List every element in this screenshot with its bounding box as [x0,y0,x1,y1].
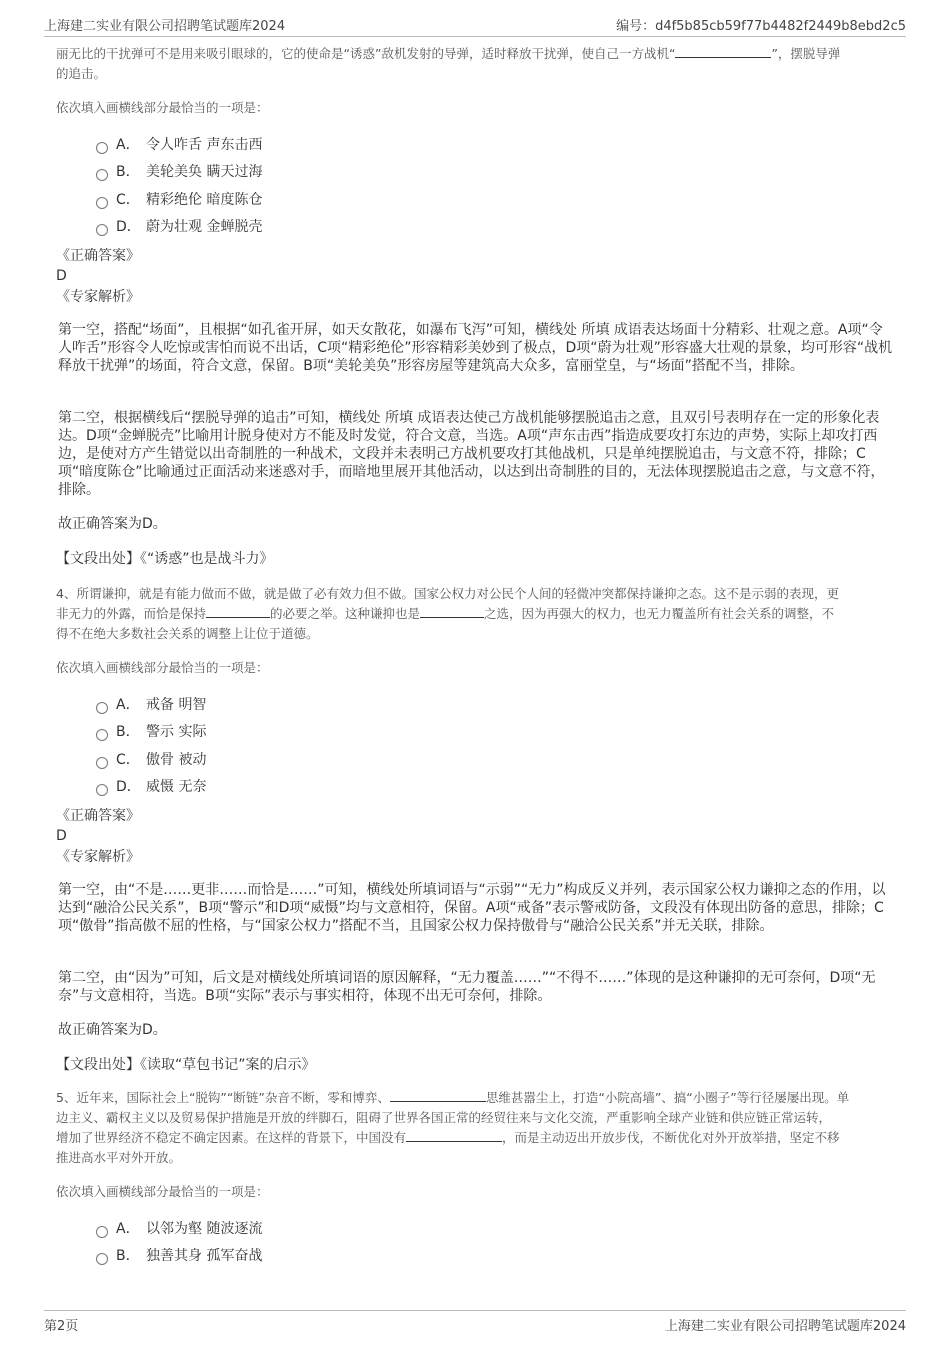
q5-blank-1 [390,1089,486,1102]
q4-analysis-para2: 第二空，由“因为”可知，后文是对横线处所填词语的原因解释，“无力覆盖……”“不得不……”体现的是这种谦抑的无可奈何，D项“无奈”与文意相符，当选。B项“实际”表示与事实相符，体现不出无可奈何，排除。 [58,970,876,1004]
page-header [44,12,906,37]
q4-analysis-label: 《专家解析》 [56,849,140,865]
q4-source: 【文段出处】《读取“草包书记”案的启示》 [56,1057,316,1073]
radio-icon[interactable] [96,757,108,769]
q3-answer: D [56,268,67,284]
q4-stem: 4、所谓谦抑，就是有能力做而不做，就是做了必有效力但不做。国家公权力对公民个人间的轻微冲突都保持谦抑之态。这不是示弱的表现，更 非无力的外露，而恰是保持 的必要之举。这种谦抑也是 之选，因为再强大的权力，也无力覆盖所有社会关系的调整，不 得不在绝大多数社会关系的调整上让位于道德。 [56,586,839,641]
q5-option-b[interactable]: B． 独善其身 孤军奋战 [96,1244,262,1268]
q3-option-b[interactable]: B． 美轮美奂 瞒天过海 [96,160,262,184]
q3-conclusion: 故正确答案为D。 [58,516,167,532]
radio-icon[interactable] [96,1253,108,1265]
q4-prompt: 依次填入画横线部分最恰当的一项是： [56,660,269,675]
radio-icon[interactable] [96,729,108,741]
page-footer [44,1310,906,1335]
q4-option-c[interactable]: C． 傲骨 被动 [96,748,206,772]
q3-prompt: 依次填入画横线部分最恰当的一项是： [56,100,269,115]
header-title: 上海建二实业有限公司招聘笔试题库2024 [44,19,286,34]
q3-analysis-para1: 第一空，搭配“场面”，且根据“如孔雀开屏，如天女散花，如瀑布飞泻”可知，横线处 所填 成语表达场面十分精彩、壮观之意。A项“令人咋舌”形容令人吃惊或害怕而说不出话，C项“精彩绝伦”形容精彩美妙到了极点，D项“蔚为壮观”形容盛大壮观的景象，均可形容“战机释放干扰弹”的场面，符合文意，保留。B项“美轮美奂”形容房屋等建筑高大众多，富丽堂皇，与“场面”搭配不当，排除。 [58,322,893,374]
q3-source: 【文段出处】《“诱惑”也是战斗力》 [56,551,274,567]
header-serial: 编号：d4f5b85cb59f77b4482f2449b8ebd2c5 [616,19,906,34]
q3-analysis-para2: 第二空，根据横线后“摆脱导弹的追击”可知，横线处 所填 成语表达使己方战机能够摆脱追击之意，且双引号表明存在一定的形象化表达。D项“金蝉脱壳”比喻用计脱身使对方不能及时发觉，符合文意，当选。A项“声东击西”指造成要攻打东边的声势，实际上却攻打西边，是使对方产生错觉以出奇制胜的一种战术，文段并未表明己方战机要攻打其他战机，只是单纯摆脱追击，与文意不符，排除；C项“暗度陈仓”比喻通过正面活动来迷惑对手，而暗地里展开其他活动，以达到出奇制胜的目的，无法体现摆脱追击之意，与文意不符，排除。 [58,410,885,498]
q3-option-c[interactable]: C． 精彩绝伦 暗度陈仓 [96,188,262,212]
radio-icon[interactable] [96,1226,108,1238]
radio-icon[interactable] [96,784,108,796]
page-number: 第2页 [44,1319,79,1334]
q4-option-d[interactable]: D． 威慑 无奈 [96,775,206,799]
q5-blank-2 [406,1129,502,1142]
q4-answer-label: 《正确答案》 [56,808,140,824]
q3-stem: 丽无比的干扰弹可不是用来吸引眼球的，它的使命是“诱惑”敌机发射的导弹，适时释放干扰弹，使自己一方战机“ ”，摆脱导弹 的追击。 [56,46,841,81]
radio-icon[interactable] [96,224,108,236]
radio-icon[interactable] [96,169,108,181]
radio-icon[interactable] [96,142,108,154]
radio-icon[interactable] [96,702,108,714]
q3-option-a[interactable]: A． 令人咋舌 声东击西 [96,133,262,157]
q5-prompt: 依次填入画横线部分最恰当的一项是： [56,1184,269,1199]
q4-blank-2 [420,605,484,618]
q4-option-b[interactable]: B． 警示 实际 [96,720,206,744]
q3-option-d[interactable]: D． 蔚为壮观 金蝉脱壳 [96,215,262,239]
q4-option-a[interactable]: A． 戒备 明智 [96,693,206,717]
q4-blank-1 [206,605,270,618]
q5-option-a[interactable]: A． 以邻为壑 随波逐流 [96,1217,262,1241]
radio-icon[interactable] [96,197,108,209]
q3-blank [675,45,771,58]
q4-answer: D [56,828,67,844]
q3-analysis-label: 《专家解析》 [56,289,140,305]
footer-title: 上海建二实业有限公司招聘笔试题库2024 [664,1319,906,1334]
q4-conclusion: 故正确答案为D。 [58,1022,167,1038]
q3-answer-label: 《正确答案》 [56,248,140,264]
q4-analysis-para1: 第一空，由“不是……更非……而恰是……”可知，横线处所填词语与“示弱”“无力”构成反义并列，表示国家公权力谦抑之态的作用，以达到“融洽公民关系”，B项“警示”和D项“威慑”均与文意相符，保留。A项“戒备”表示警戒防备，文段没有体现出防备的意思，排除；C项“傲骨”指高傲不屈的性格，与“国家公权力”搭配不当，且国家公权力保持傲骨与“融洽公民关系”并无关联，排除。 [58,882,886,934]
q5-stem: 5、近年来，国际社会上“脱钩”“断链”杂音不断，零和博弈、 思维甚嚣尘上，打造“小院高墙”、搞“小圈子”等行径屡屡出现。单 边主义、霸权主义以及贸易保护措施是开放的绊脚石，阻碍了世界各国正常的经贸往来与文化交流，严重影响全球产业链和供应链正常运转， 增加了世界经济不稳定不确定因素。在这样的背景下，中国没有 ，而是主动迈出开放步伐，不断优化对外开放举措，坚定不移 推进高水平对外开放。 [56,1090,850,1165]
